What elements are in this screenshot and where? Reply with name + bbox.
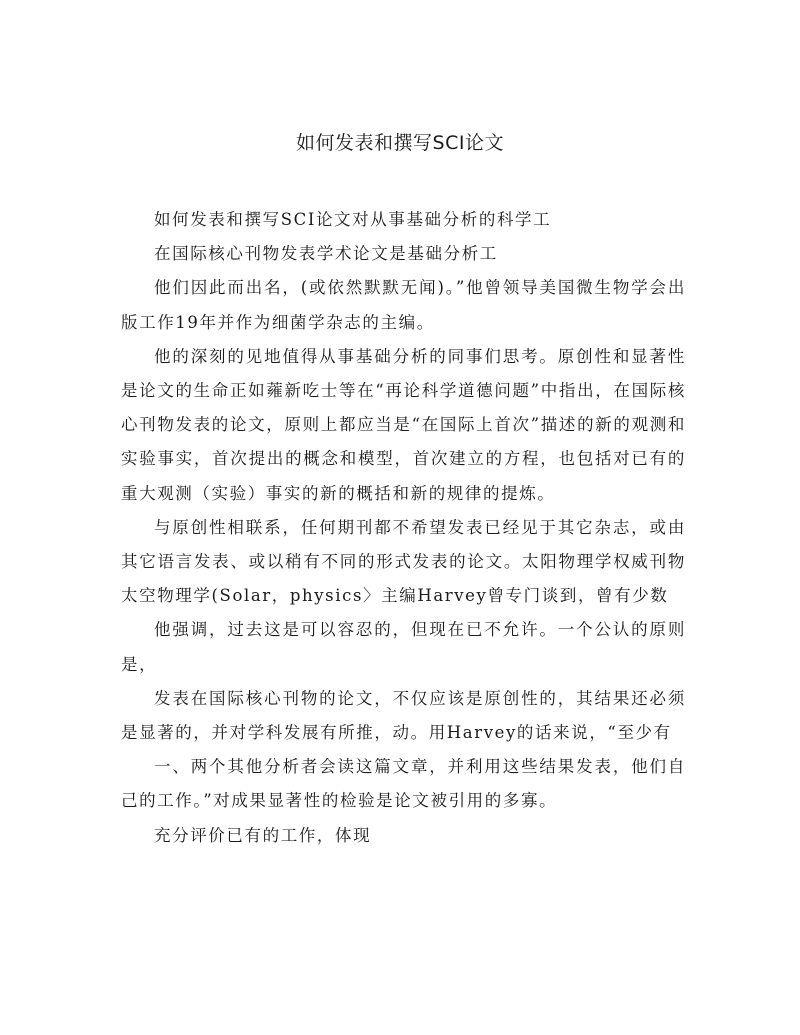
paragraph: 如何发表和撰写SCI论文对从事基础分析的科学工 [154, 210, 552, 229]
paragraph: 一、两个其他分析者会读这篇文章，并利用这些结果发表，他们自己的工作。”对成果显著性的检验是论文被引用的多寡。 [121, 757, 686, 811]
paragraph: 充分评价已有的工作，体现 [154, 825, 372, 845]
paragraph: 发表在国际核心刊物的论文，不仅应该是原创性的，其结果还必须是显著的，并对学科发展有所推，动。用Harvey的话来说，“至少有 [121, 688, 686, 743]
paragraph: 与原创性相联系，任何期刊都不希望发表已经见于其它杂志，或由其它语言发表、或以稍有不同的形式发表的论文。太阳物理学权威刊物太空物理学(Solar，physics〉主编Harvey曾专门谈到，曾有少数 [121, 517, 686, 606]
paragraph: 在国际核心刊物发表学术论文是基础分析工 [154, 244, 498, 264]
paragraph: 他们因此而出名，(或依然默默无闻)。”他曾领导美国微生物学会出版工作19年并作为细菌学杂志的主编。 [121, 278, 686, 332]
paragraph: 他的深刻的见地值得从事基础分析的同事们思考。原创性和显著性是论文的生命正如蕹新吃士等在“再论科学道德问题”中指出，在国际核心刊物发表的论文，原则上都应当是“在国际上首次”描述的新的观测和实验事实，首次提出的概念和模型，首次建立的方程，也包括对已有的重大观测（实验）事实的新的概括和新的规律的提炼。 [121, 346, 686, 503]
document-body [121, 203, 686, 853]
paragraph: 他强调，过去这是可以容忍的，但现在已不允许。一个公认的原则是， [121, 620, 686, 674]
document-title: 如何发表和撰写SCI论文 [296, 132, 504, 154]
